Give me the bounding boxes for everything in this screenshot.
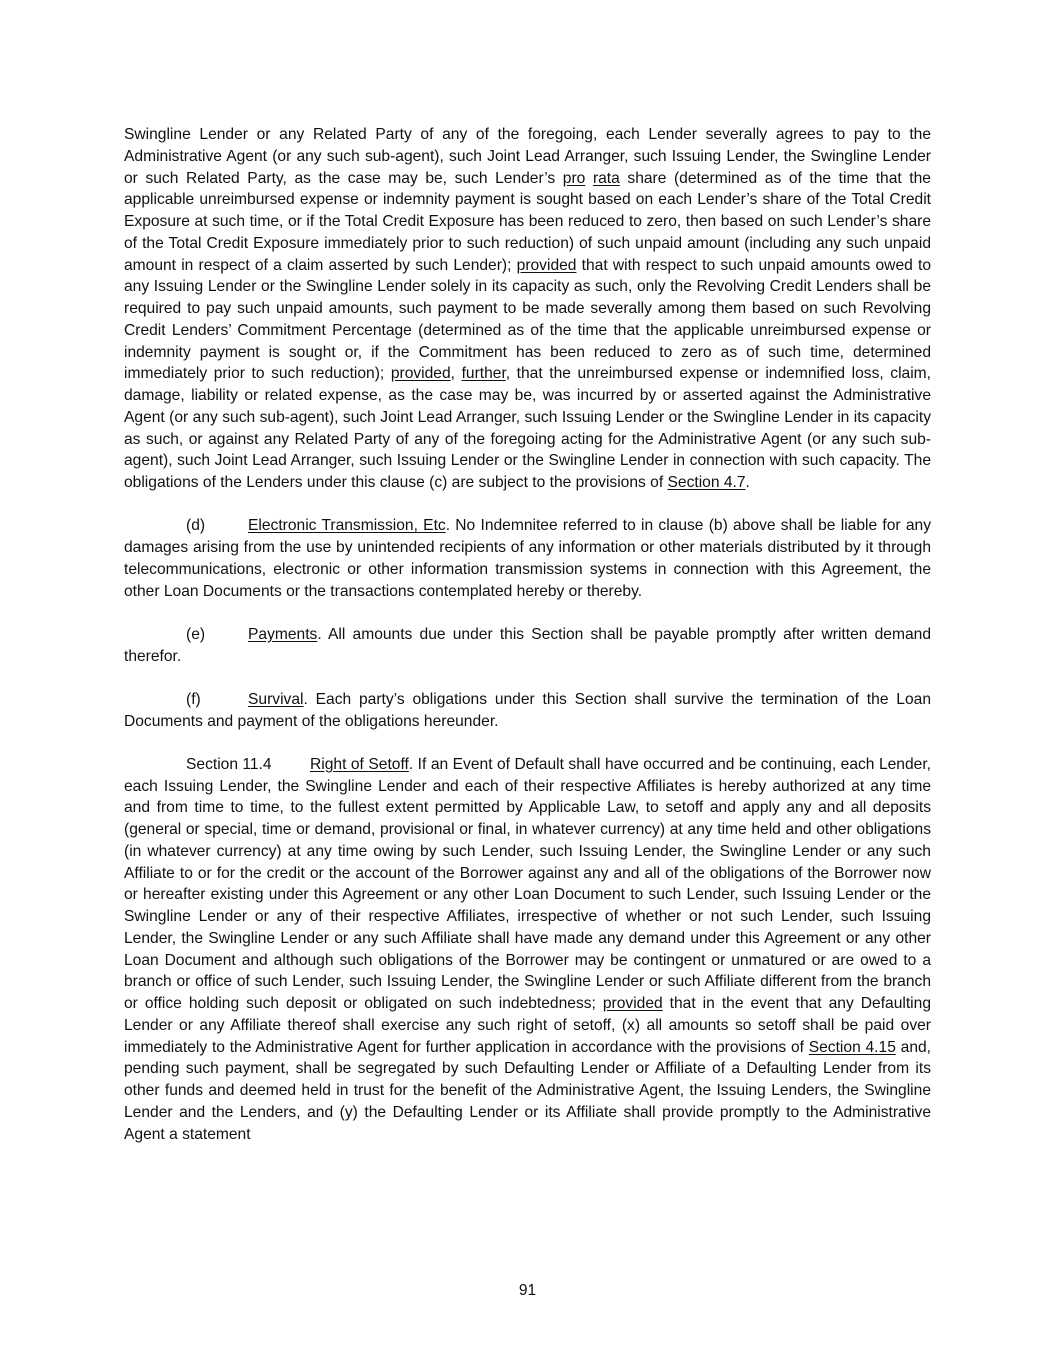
provided-term: provided [390,365,451,383]
section-text: . If an Event of Default shall have occurred and be continuing, each Lender, each Issuing Lender, the Swingline Lender and each of their respective Affiliates is hereby authorized at any time and from time to time, to the fullest extent permitted by Applicable Law, to setoff and apply any and all deposits (general or special, time or demand, provisional or final, in whatever currency) at any time held and other obligations (in whatever currency) at any time owing by such Lender, such Issuing Lender, the Swingline Lender or any such Affiliate to or for the credit or the account of the Borrower against any and all of the obligations of the Borrower now or hereafter existing under this Agreement or any other Loan Document to such Lender, such Issuing Lender or the Swingline Lender or any of their respective Affiliates, irrespective of whether or not such Lender, such Issuing Lender, the Swingline Lender or any such Affiliate shall have made any demand under this Agreement or any other Loan Document and although such obligations of the Borrower may be contingent or unmatured or are owed to a branch or office of such Lender, such Issuing Lender, the Swingline Lender or such Affiliate different from the branch or office holding such deposit or obligated on such indebtedness; [124,755,931,1012]
section-number: Section 11.4 [186,755,272,773]
page-number: 91 [518,1282,537,1299]
provided-term: provided [516,256,577,274]
section-11-4 [124,754,931,1146]
pro-term: pro [562,169,586,187]
text: Swingline Lender or any Related Party of any of the foregoing, each Lender severally agrees to pay to the Administrative Agent (or any such sub-agent), such Joint Lead Arranger, such Issuing Lender, the Swingline Lender or such Related Party, as the case may be, such Lender’s [124,126,931,187]
text: , that the unreimbursed expense or indemnified loss, claim, damage, liability or related expense, as the case may be, was incurred by or asserted against the Administrative Agent (or any such sub-agent), such Joint Lead Arranger, such Issuing Lender or the Swingline Lender in its capacity as such, or against any Related Party of any of the foregoing acting for the Administrative Agent (or any such sub-agent), such Joint Lead Arranger, such Issuing Lender or the Swingline Lender in connection with such capacity. The obligations of the Lenders under this clause (c) are subject to the provisions of [124,365,931,491]
section-reference: Section 4.7 [667,474,746,491]
paragraph-c-continuation [124,124,931,494]
provided-term: provided [602,995,663,1012]
paragraph-e [124,624,931,668]
text: that with respect to such unpaid amounts owed to any Issuing Lender or the Swingline Lender solely in its capacity as such, only the Revolving Credit Lenders shall be required to pay such unpaid amounts, such payment to be made severally among them based on such Revolving Credit Lenders’ Commitment Percentage (determined as of the time that the applicable unreimbursed expense or indemnity payment is sought or, if the Commitment has been reduced to zero as of such time, determined immediately prior to such reduction); [124,256,931,383]
paragraph-f [124,689,931,733]
text: share (determined as of the time that the applicable unreimbursed expense or indemnity payment is sought based on each Lender’s share of the Total Credit Exposure at such time, or if the Total Credit Exposure has been reduced to zero, then based on such Lender’s share of the Total Credit Exposure immediately prior to such reduction) of such unpaid amount (including any such unpaid amount in respect of a claim asserted by such Lender); [124,169,931,274]
clause-text: . All amounts due under this Section shall be payable promptly after written demand therefor. [124,625,931,665]
clause-heading: Electronic Transmission, Etc [248,517,446,535]
section-reference: Section 4.15 [808,1038,896,1056]
clause-label: (d) [186,517,206,535]
clause-text: . No Indemnitee referred to in clause (b) above shall be liable for any damages arising from the use by unintended recipients of any information or other materials distributed by it through telecommunications, electronic or other information transmission systems in connection with this Agreement, the other Loan Documents or the transactions contemplated hereby or thereby. [124,517,931,600]
rata-term: rata [592,169,620,187]
clause-label: (f) [186,690,201,708]
paragraph-d [124,515,931,602]
document-page [124,124,931,1145]
further-term: further [461,365,506,383]
text: . [745,474,750,491]
clause-heading: Survival [248,690,304,708]
text: , [450,365,462,383]
clause-label: (e) [186,625,206,643]
section-text: that in the event that any Defaulting Lender or any Affiliate thereof shall exercise any such right of setoff, (x) all amounts so setoff shall be paid over immediately to the Administrative Agent for further application in accordance with the provisions of [124,995,931,1056]
clause-heading: Payments [248,625,318,643]
section-text: and, pending such payment, shall be segregated by such Defaulting Lender or Affiliate of a Defaulting Lender from its other funds and deemed held in trust for the benefit of the Administrative Agent, the Issuing Lenders, the Swingline Lender and the Lenders, and (y) the Defaulting Lender or its Affiliate shall provide promptly to the Administrative Agent a statement [124,1038,931,1143]
clause-text: . Each party’s obligations under this Section shall survive the termination of the Loan Documents and payment of the obligations hereunder. [124,690,931,730]
section-heading: Right of Setoff [310,755,409,773]
